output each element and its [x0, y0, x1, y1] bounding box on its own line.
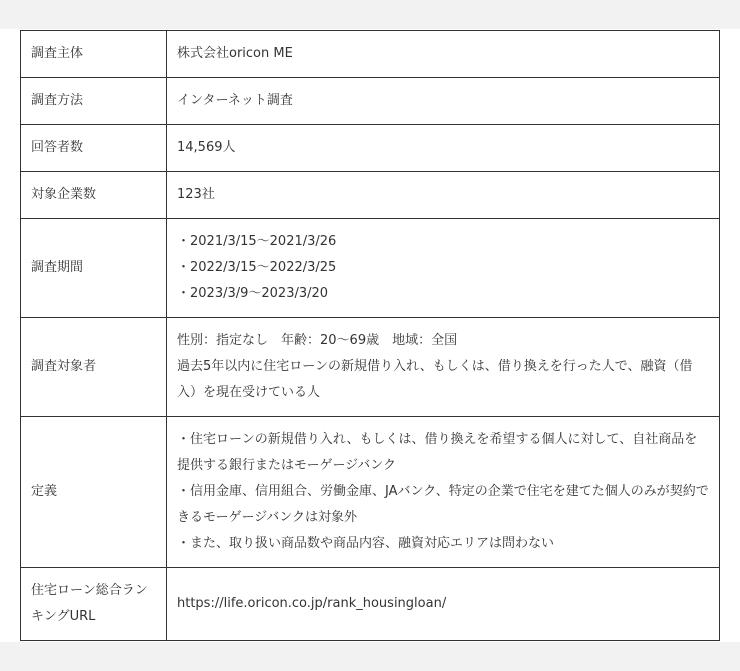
table-row — [21, 125, 720, 172]
row-label-respondents: 回答者数 — [21, 125, 167, 172]
period-line: ・2022/3/15〜2022/3/25 — [177, 260, 337, 275]
table-row — [21, 219, 720, 318]
table-row — [21, 31, 720, 78]
row-value-survey-period — [167, 219, 720, 318]
subjects-line: 性別：指定なし 年齢：20〜69歳 地域：全国 — [177, 333, 458, 348]
table-row — [21, 417, 720, 568]
table-row — [21, 318, 720, 417]
row-label-survey-method: 調査方法 — [21, 78, 167, 125]
row-value-survey-subjects — [167, 318, 720, 417]
row-value-survey-method: インターネット調査 — [167, 78, 720, 125]
row-label-survey-organizer: 調査主体 — [21, 31, 167, 78]
row-label-survey-subjects: 調査対象者 — [21, 318, 167, 417]
survey-info-card — [0, 29, 740, 642]
definition-line: ・また、取り扱い商品数や商品内容、融資対応エリアは問わない — [177, 536, 555, 551]
definition-line: ・信用金庫、信用組合、労働金庫、JAバンク、特定の企業で住宅を建てた個人のみが契約できるモーゲージバンクは対象外 — [177, 484, 709, 525]
row-label-survey-period: 調査期間 — [21, 219, 167, 318]
table-row — [21, 172, 720, 219]
row-label-target-companies: 対象企業数 — [21, 172, 167, 219]
row-value-respondents: 14,569人 — [167, 125, 720, 172]
ranking-url-link[interactable]: https://life.oricon.co.jp/rank_housingloan/ — [177, 596, 447, 611]
row-value-definition — [167, 417, 720, 568]
row-value-target-companies: 123社 — [167, 172, 720, 219]
row-label-definition: 定義 — [21, 417, 167, 568]
row-label-ranking-url: 住宅ローン総合ランキングURL — [21, 568, 167, 641]
row-value-ranking-url — [167, 568, 720, 641]
subjects-line: 過去5年以内に住宅ローンの新規借り入れ、もしくは、借り換えを行った人で、融資（借入）を現在受けている人 — [177, 359, 693, 400]
row-value-survey-organizer: 株式会社oricon ME — [167, 31, 720, 78]
period-line: ・2023/3/9〜2023/3/20 — [177, 286, 329, 301]
period-line: ・2021/3/15〜2021/3/26 — [177, 234, 337, 249]
definition-line: ・住宅ローンの新規借り入れ、もしくは、借り換えを希望する個人に対して、自社商品を提供する銀行またはモーゲージバンク — [177, 432, 698, 473]
table-row — [21, 78, 720, 125]
survey-info-table — [20, 30, 720, 641]
table-row — [21, 568, 720, 641]
